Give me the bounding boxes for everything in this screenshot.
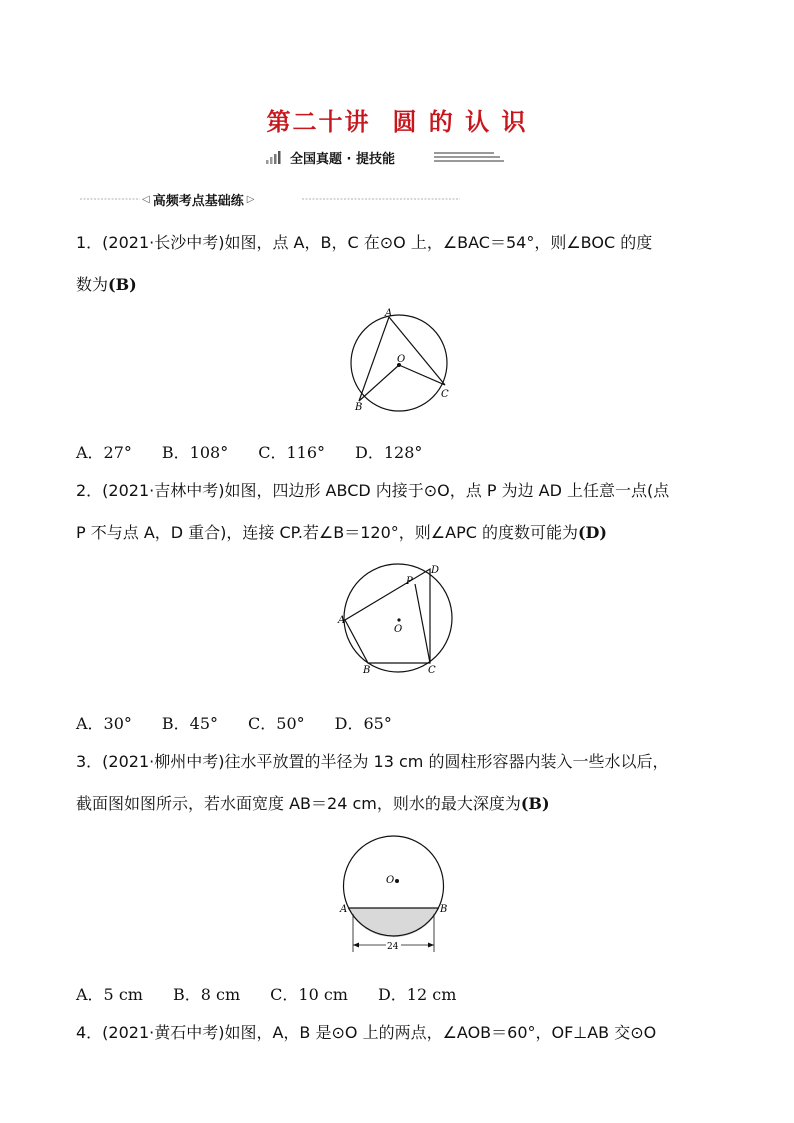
section-label — [142, 190, 254, 209]
question-2-answer: (D) — [577, 523, 607, 542]
point-a-label: A — [385, 308, 393, 319]
q1-choice-d: D．128° — [355, 443, 423, 462]
center-o-label: O — [397, 354, 406, 365]
point-b-label: B — [440, 904, 448, 915]
subtitle-text: 全国真题 · 提技能 — [290, 151, 395, 167]
question-4-line1: 4．(2021·黄石中考)如图，A，B 是⊙O 上的两点，∠AOB＝60°，OF⊥AB 交⊙O — [76, 1023, 657, 1042]
question-1-choices — [76, 440, 452, 463]
q2-choice-c: C．50° — [248, 714, 305, 733]
question-1-figure — [340, 305, 460, 415]
question-3-line1: 3．(2021·柳州中考)往水平放置的半径为 13 cm 的圆柱形容器内装入一些水以后， — [76, 752, 669, 771]
question-3-answer: (B) — [520, 794, 550, 813]
point-c-label: C — [441, 389, 449, 400]
triangle-right-icon: ▷ — [246, 194, 255, 205]
question-3-choices — [76, 982, 486, 1005]
question-2-line1: 2．(2021·吉林中考)如图，四边形 ABCD 内接于⊙O，点 P 为边 AD 上任意一点(点 — [76, 481, 670, 500]
question-1 — [76, 222, 726, 306]
subtitle-decoration-lines — [434, 151, 504, 163]
question-2-figure — [335, 560, 465, 680]
center-o-label: O — [394, 624, 403, 635]
point-b-label: B — [363, 665, 371, 676]
question-1-answer: (B) — [108, 275, 137, 294]
point-b-label: B — [355, 402, 363, 413]
question-3-line2: 截面图如图所示，若水面宽度 AB＝24 cm，则水的最大深度为 — [76, 794, 521, 813]
point-c-label: C — [428, 665, 436, 676]
question-3 — [76, 741, 726, 825]
point-a-label: A — [338, 615, 346, 626]
title-lesson: 第二十讲 — [266, 108, 371, 136]
title-topic: 圆 的 认 识 — [392, 108, 528, 136]
point-a-label: A — [340, 904, 348, 915]
subtitle — [266, 148, 395, 166]
q3-choice-b: B．8 cm — [172, 985, 241, 1004]
q2-choice-d: D．65° — [334, 714, 392, 733]
question-2-choices — [76, 711, 422, 734]
q3-choice-a: A．5 cm — [76, 985, 143, 1004]
q2-choice-a: A．30° — [76, 714, 132, 733]
section-title: 高频考点基础练 — [152, 194, 244, 209]
q1-choice-a: A．27° — [76, 443, 132, 462]
question-1-line1: 1．(2021·长沙中考)如图，点 A，B，C 在⊙O 上，∠BAC＝54°，则∠BOC 的度 — [76, 233, 653, 252]
q3-choice-d: D．12 cm — [377, 985, 457, 1004]
q1-choice-b: B．108° — [161, 443, 229, 462]
width-label: 24 — [387, 942, 399, 952]
q1-choice-c: C．116° — [258, 443, 326, 462]
question-2 — [76, 470, 726, 554]
question-3-figure — [338, 830, 458, 960]
q3-choice-c: C．10 cm — [270, 985, 348, 1004]
triangle-left-icon: ◁ — [142, 194, 150, 205]
question-2-line2: P 不与点 A，D 重合)，连接 CP.若∠B＝120°，则∠APC 的度数可能为 — [76, 523, 578, 542]
point-p-label: P — [406, 576, 413, 587]
q2-choice-b: B．45° — [161, 714, 219, 733]
page-title — [0, 102, 794, 137]
question-4 — [76, 1012, 726, 1054]
section-divider — [80, 190, 460, 208]
center-o-label: O — [386, 875, 395, 886]
signal-bars-icon — [266, 150, 284, 164]
point-d-label: D — [431, 565, 440, 576]
question-1-line2: 数为 — [76, 275, 109, 294]
